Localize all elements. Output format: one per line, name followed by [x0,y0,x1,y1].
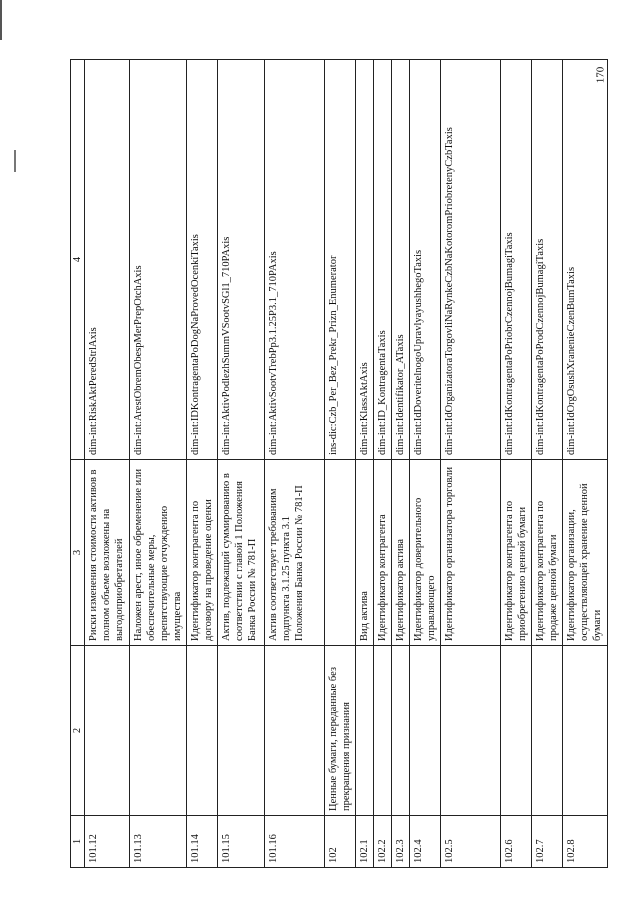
row-name [187,646,218,816]
row-description: Идентификатор доверительного управляющего [410,460,441,646]
row-number: 102.7 [532,816,563,868]
row-code: dim-int:ID_KontragentaTaxis [374,60,392,460]
table-row [374,60,392,868]
row-code: dim-int:IdKontragentaPoPriobrCzennojBumagiTaxis [501,60,532,460]
row-description: Идентификатор организатора торговли [441,460,501,646]
row-description [325,460,356,646]
row-name: Ценные бумаги, переданные без прекращения признания [325,646,356,816]
row-description: Идентификатор контрагента по приобретению ценной бумаги [501,460,532,646]
row-description: Идентификатор контрагента по договору на проведение оценки [187,460,218,646]
row-description: Наложен арест, иное обременение или обеспечительные меры, препятствующие отчуждению имущества [130,460,187,646]
table-row [187,60,218,868]
row-name [501,646,532,816]
header-row [71,60,85,868]
table-row [410,60,441,868]
row-code: dim-int:IDKontragentaPoDogNaProvedOcenkiTaxis [187,60,218,460]
register-table [70,59,608,868]
row-number: 101.12 [85,816,130,868]
table-row [85,60,130,868]
table-row [218,60,265,868]
row-code: dim-int:IdOrganizatoraTorgovliNaRynkeCzbNaKotoromPriobretenyCzbTaxis [441,60,501,460]
row-name [130,646,187,816]
row-description: Идентификатор актива [392,460,410,646]
row-name [410,646,441,816]
row-name [356,646,374,816]
left-edge-line [0,0,2,40]
row-name [563,646,608,816]
row-number: 102.2 [374,816,392,868]
row-number: 102.6 [501,816,532,868]
row-code: dim-int:IdKontragentaPoProdCzennojBumagiTaxis [532,60,563,460]
table-row [325,60,356,868]
row-code: dim-int:RiskAktPeredStrlAxis [85,60,130,460]
table-row [563,60,608,868]
row-number: 102.5 [441,816,501,868]
row-code: dim-int:IdOrgOsushXranenieCzenBumTaxis [563,60,608,460]
row-description: Риски изменения стоимости активов в полном объеме возложены на выгодоприобретателей [85,460,130,646]
table-row [265,60,325,868]
row-code: dim-int:ArestObremObespMerPrepOtchAxis [130,60,187,460]
row-description: Актив, подлежащий суммированию в соответствии с главой 1 Положения Банка России № 781-П [218,460,265,646]
row-code: dim-int:IdDoveritelnogoUpravlyayushhegoTaxis [410,60,441,460]
row-name [441,646,501,816]
row-description: Актив соответствует требованиям подпункта 3.1.25 пункта 3.1 Положения Банка России № 781-П [265,460,325,646]
row-name [265,646,325,816]
table-row [392,60,410,868]
row-code: ins-dic:Czb_Per_Bez_Prekr_Prizn_Enumerator [325,60,356,460]
row-description: Идентификатор организации, осуществляющей хранение ценной бумаги [563,460,608,646]
header-cell: 3 [71,460,85,646]
row-number: 102.3 [392,816,410,868]
row-number: 102 [325,816,356,868]
header-cell: 4 [71,60,85,460]
row-name [392,646,410,816]
row-number: 101.15 [218,816,265,868]
table-row [356,60,374,868]
row-number: 102.4 [410,816,441,868]
row-code: dim-int:AktivPodlezhSummVSootvSGl1_710PAxis [218,60,265,460]
row-number: 102.1 [356,816,374,868]
table-row [501,60,532,868]
row-code: dim-int:Identifikator_ATaxis [392,60,410,460]
row-name [218,646,265,816]
row-number: 101.13 [130,816,187,868]
page-number: 170 [594,66,606,84]
row-description: Вид актива [356,460,374,646]
table-row [441,60,501,868]
left-margin-mark [14,150,16,172]
table-row [130,60,187,868]
table-row [532,60,563,868]
row-description: Идентификатор контрагента по продаже ценной бумаги [532,460,563,646]
row-number: 102.8 [563,816,608,868]
row-number: 101.16 [265,816,325,868]
header-cell: 2 [71,646,85,816]
row-code: dim-int:AktivSootvTrebPp3.1.25P3.1_710PAxis [265,60,325,460]
header-cell: 1 [71,816,85,868]
row-name [85,646,130,816]
row-name [532,646,563,816]
row-number: 101.14 [187,816,218,868]
row-description: Идентификатор контрагента [374,460,392,646]
row-code: dim-int:KlassAktAxis [356,60,374,460]
row-name [374,646,392,816]
